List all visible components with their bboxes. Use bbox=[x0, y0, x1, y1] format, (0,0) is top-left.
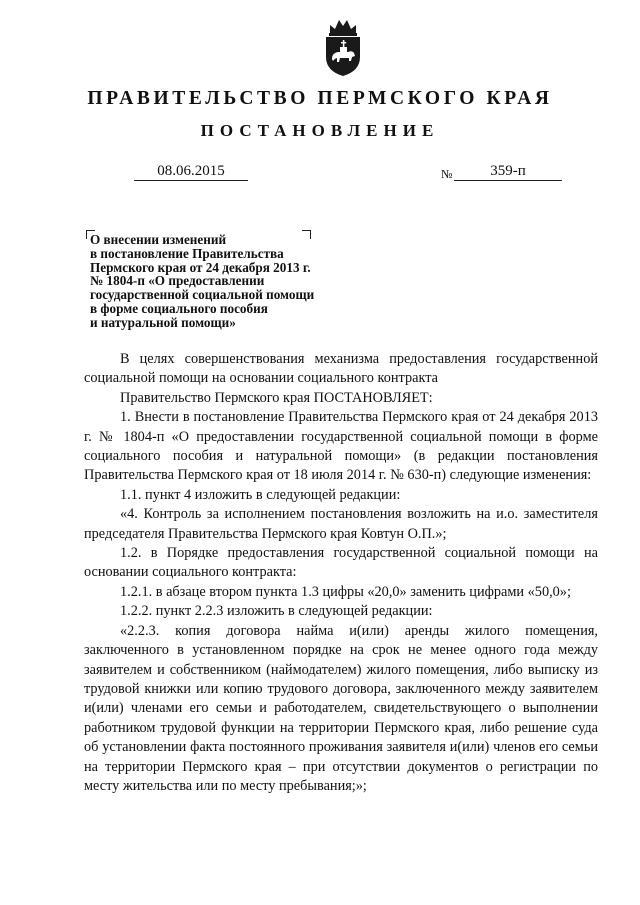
resolution-clause: Правительство Пермского края ПОСТАНОВЛЯЕТ: bbox=[120, 389, 433, 406]
item-1-2-2-paragraph: 1.2.2. пункт 2.2.3 изложить в следующей редакции: bbox=[120, 603, 433, 620]
perm-krai-coat-of-arms-icon bbox=[322, 15, 364, 77]
subject-line: О внесении изменений bbox=[90, 232, 227, 247]
subject-line: в постановление Правительства bbox=[90, 245, 284, 261]
subject-line: Пермского края от 24 декабря 2013 г. bbox=[90, 259, 311, 275]
number-sign: № bbox=[441, 167, 453, 181]
document-number: 359-п bbox=[454, 162, 562, 181]
item-1-1-paragraph: 1.1. пункт 4 изложить в следующей редакции: bbox=[120, 486, 401, 503]
subject-line: № 1804-п «О предоставлении bbox=[90, 273, 265, 289]
item-1-paragraph: 1. Внести в постановление Правительства Пермского края от 24 декабря 2013 г. № 1804-п «О предоставлении государственной социальной помощи в форме социального пособия и натуральной помощи» (в редакции постановления Правительства Пермского края от 18 июля 2014 г. № 630-п) следующие изменения: bbox=[84, 409, 598, 484]
preamble-paragraph: В целях совершенствования механизма предоставления государственной социальной помощи на основании социального контракта bbox=[84, 351, 598, 387]
subject-line: в форме социального пособия bbox=[90, 300, 268, 316]
document-subject bbox=[90, 233, 380, 330]
item-1-2-1-paragraph: 1.2.1. в абзаце втором пункта 1.3 цифры «20,0» заменить цифрами «50,0»; bbox=[120, 583, 571, 600]
subject-line: государственной социальной помощи bbox=[90, 287, 315, 303]
item-4-quote-paragraph: «4. Контроль за исполнением постановления возложить на и.о. заместителя председателя Правительства Пермского края Ковтун О.П.»; bbox=[84, 506, 598, 542]
document-type-title: ПОСТАНОВЛЕНИЕ bbox=[200, 121, 440, 140]
item-2-2-3-quote-paragraph: «2.2.3. копия договора найма и(или) аренды жилого помещения, заключенного в установленном порядке на срок не менее одного года между заявителем и собственником (наймодателем) жилого помещения, либо выписку из трудовой книжки или копию трудового договора, заключенного между заявителем и(или) членами его семьи и работодателем, свидетельствующего о выполнении работником трудовой функции на территории Пермского края, либо решение суда об установлении факта постоянного проживания заявителя и(или) членов его семьи на территории Пермского края – при отсутствии документов о регистрации по месту жительства или по месту пребывания;»; bbox=[84, 622, 598, 794]
subject-line: и натуральной помощи» bbox=[90, 314, 236, 330]
government-title: ПРАВИТЕЛЬСТВО ПЕРМСКОГО КРАЯ bbox=[87, 88, 553, 109]
document-body bbox=[84, 350, 598, 796]
document-date: 08.06.2015 bbox=[134, 162, 248, 181]
item-1-2-paragraph: 1.2. в Порядке предоставления государственной социальной помощи на основании социального контракта: bbox=[84, 545, 598, 581]
